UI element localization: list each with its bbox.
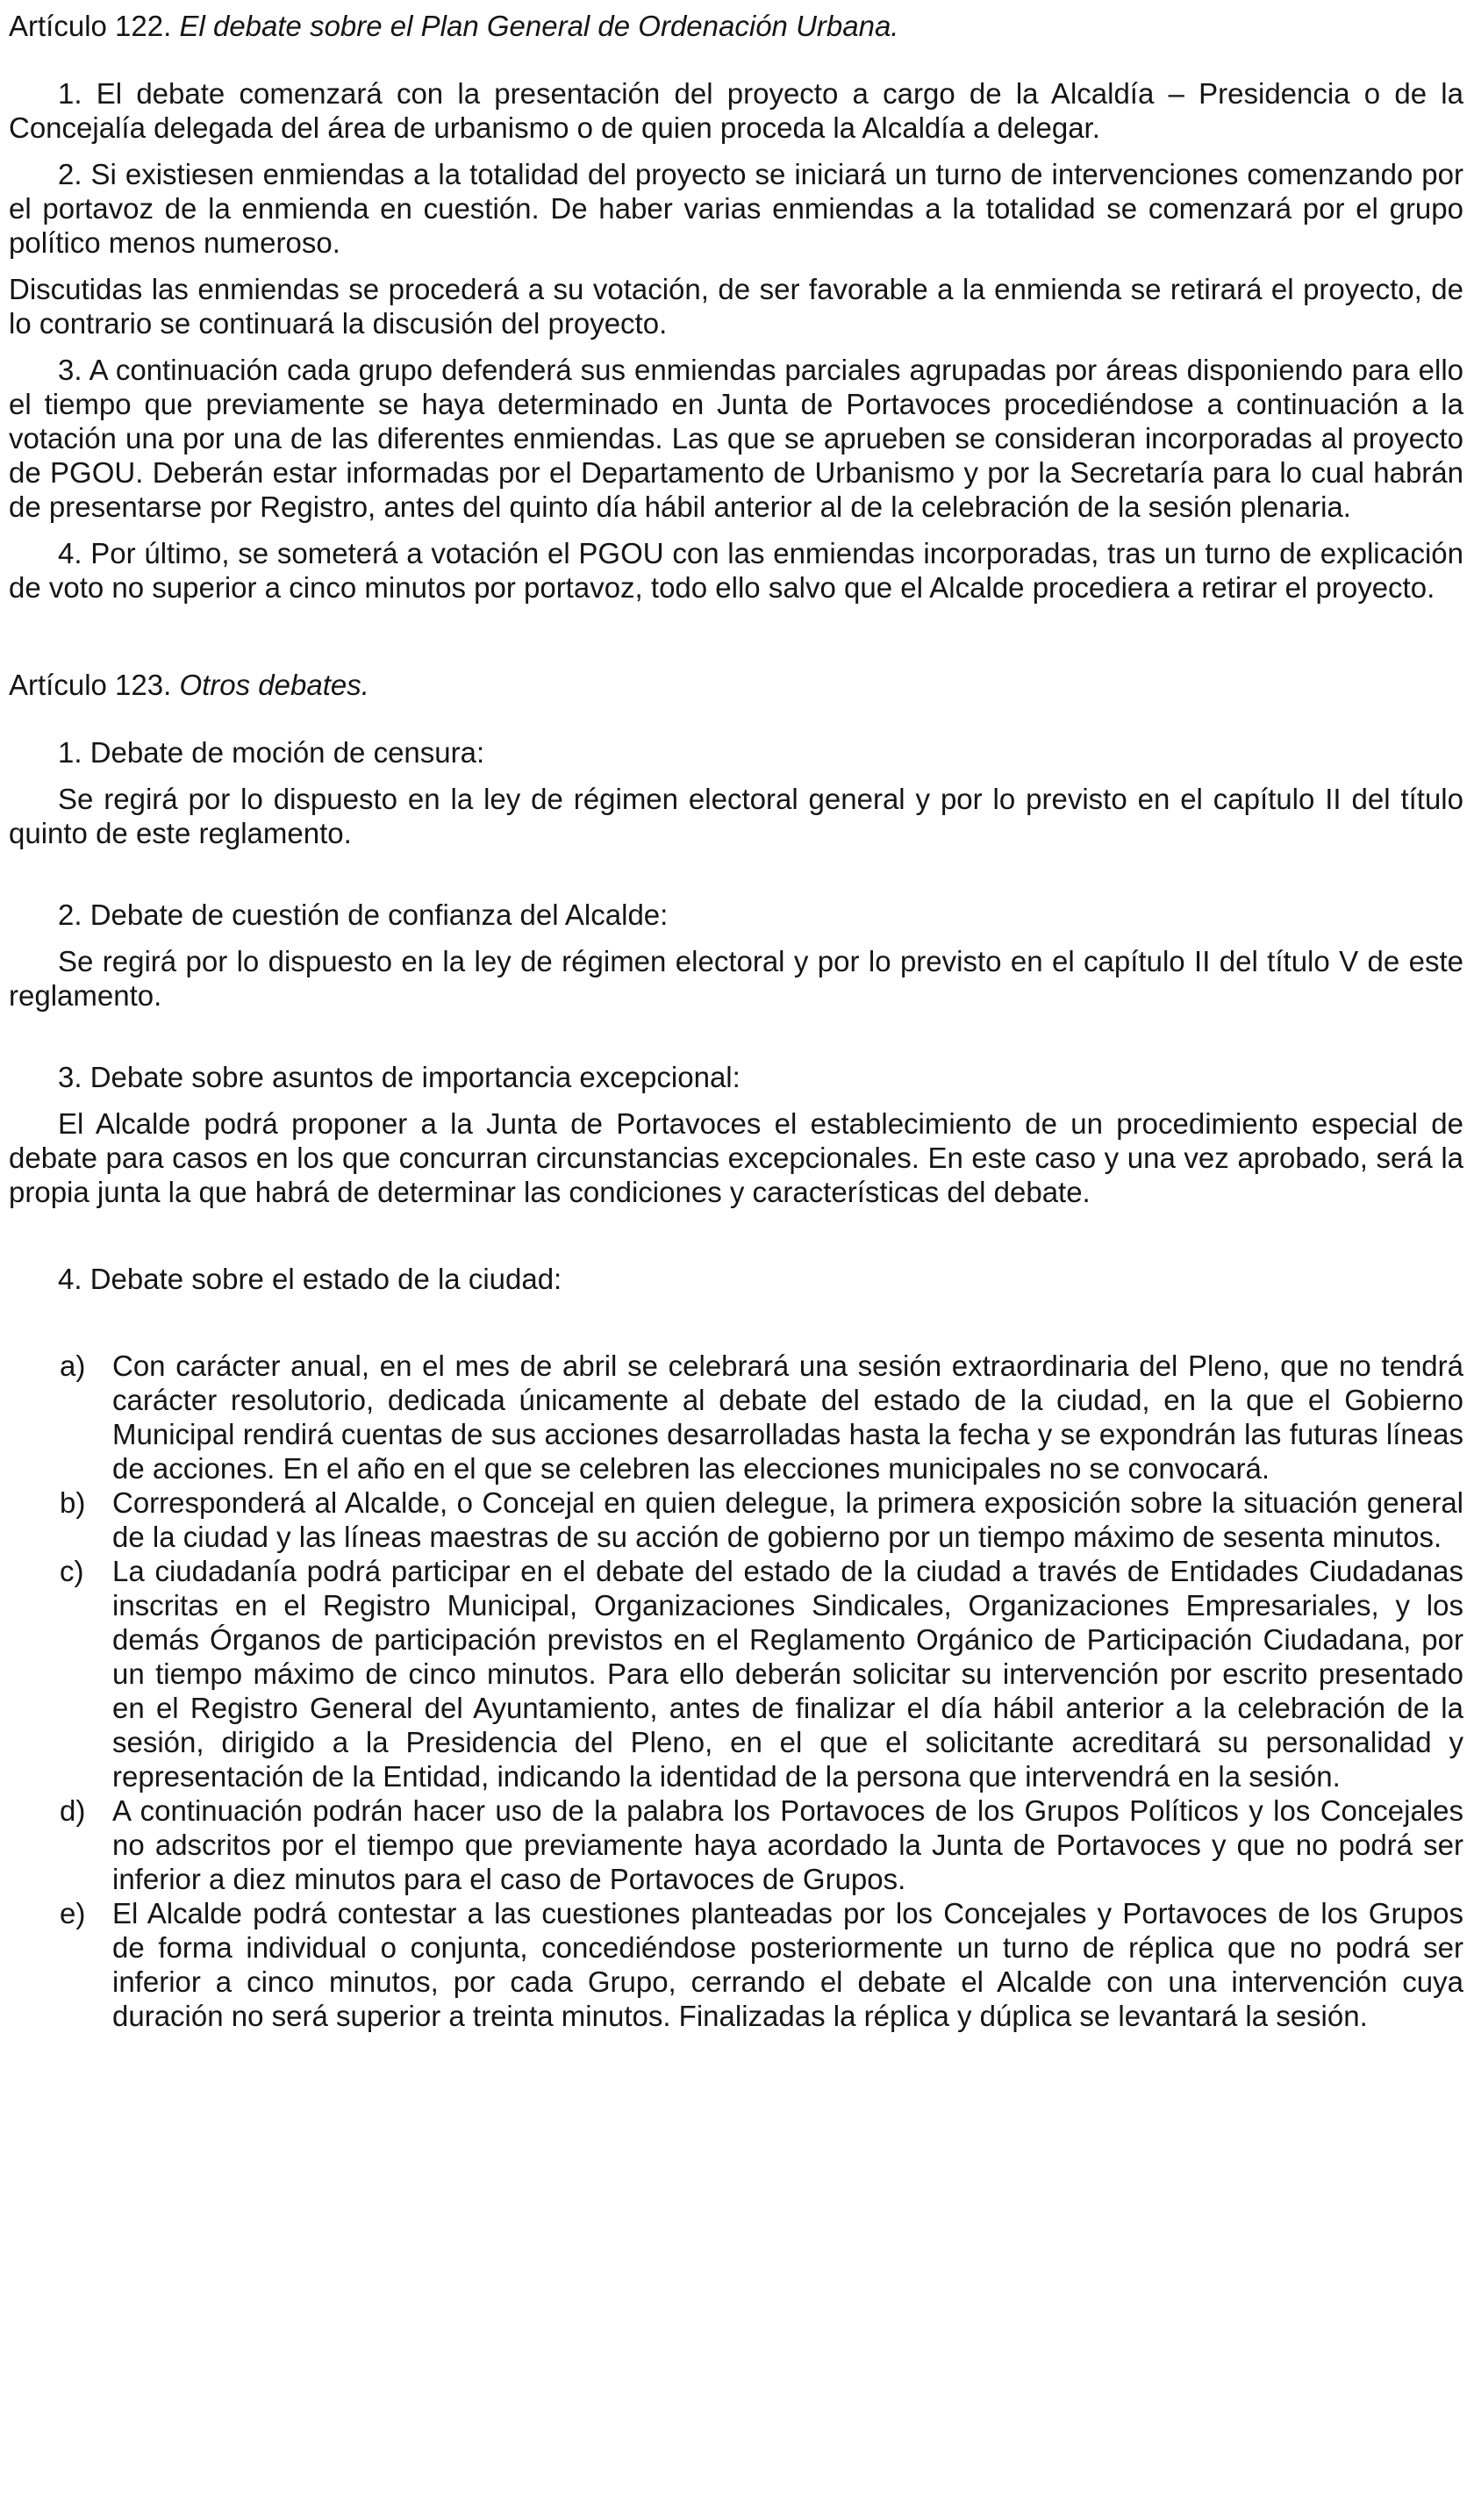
- list-item: [9, 1554, 1463, 1793]
- item-1-text: Se regirá por lo dispuesto en la ley de régimen electoral general y por lo previsto en el capítulo II del título quinto de este reglamento.: [9, 783, 1463, 849]
- list-item-text: Con carácter anual, en el mes de abril se celebrará una sesión extraordinaria del Pleno, que no tendrá carácter resolutorio, dedicada únicamente al debate del estado de la ciudad, en la que el Gobierno Municipal rendirá cuentas de sus acciones desarrolladas hasta la fecha y se expondrán las futuras líneas de acciones. En el año en el que se celebren las elecciones municipales no se convocará.: [112, 1349, 1463, 1485]
- article-123-heading: Otros debates.: [179, 669, 369, 701]
- item-2-text: Se regirá por lo dispuesto en la ley de régimen electoral y por lo previsto en el capítulo II del título V de este reglamento.: [9, 945, 1463, 1012]
- item-4-heading: 4. Debate sobre el estado de la ciudad:: [58, 1263, 562, 1295]
- list-item-letter: d): [60, 1794, 86, 1827]
- list-item-text: El Alcalde podrá contestar a las cuestiones planteadas por los Concejales y Portavoces de los Grupos de forma individual o conjunta, concediéndose posteriormente un turno de réplica que no podrá ser inferior a cinco minutos, por cada Grupo, cerrando el debate el Alcalde con una intervención cuya duración no será superior a treinta minutos. Finalizadas la réplica y dúplica se levantará la sesión.: [112, 1897, 1463, 2032]
- article-122-heading: El debate sobre el Plan General de Ordenación Urbana.: [179, 10, 899, 42]
- list-item-text: La ciudadanía podrá participar en el debate del estado de la ciudad a través de Entidades Ciudadanas inscritas en el Registro Municipal, Organizaciones Sindicales, Organizaciones Empresariales, y los demás Órganos de participación previstos en el Reglamento Orgánico de Participación Ciudadana, por un tiempo máximo de cinco minutos. Para ello deberán solicitar su intervención por escrito presentado en el Registro General del Ayuntamiento, antes de finalizar el día hábil anterior a la celebración de la sesión, dirigido a la Presidencia del Pleno, en el que el solicitante acreditará su personalidad y representación de la Entidad, indicando la identidad de la persona que intervendrá en la sesión.: [112, 1555, 1463, 1793]
- article-122-paragraph-4: 3. A continuación cada grupo defenderá sus enmiendas parciales agrupadas por áreas disponiendo para ello el tiempo que previamente se haya determinado en Junta de Portavoces procediéndose a continuación a la votación una por una de las diferentes enmiendas. Las que se aprueben se consideran incorporadas al proyecto de PGOU. Deberán estar informadas por el Departamento de Urbanismo y por la Secretaría para lo cual habrán de presentarse por Registro, antes del quinto día hábil anterior al de la celebración de la sesión plenaria.: [9, 354, 1463, 523]
- list-item-text: A continuación podrán hacer uso de la palabra los Portavoces de los Grupos Políticos y los Concejales no adscritos por el tiempo que previamente haya acordado la Junta de Portavoces y que no podrá ser inferior a diez minutos para el caso de Portavoces de Grupos.: [112, 1794, 1463, 1895]
- list-item-letter: e): [60, 1897, 86, 1929]
- item-3-text: El Alcalde podrá proponer a la Junta de Portavoces el establecimiento de un procedimiento especial de debate para casos en los que concurran circunstancias excepcionales. En este caso y una vez aprobado, será la propia junta la que habrá de determinar las condiciones y características del debate.: [9, 1107, 1463, 1208]
- list-item-letter: b): [60, 1486, 86, 1519]
- list-item-text: Corresponderá al Alcalde, o Concejal en quien delegue, la primera exposición sobre la situación general de la ciudad y las líneas maestras de su acción de gobierno por un tiempo máximo de sesenta minutos.: [112, 1486, 1463, 1553]
- article-123-label: Artículo 123.: [9, 669, 172, 701]
- list-item: [9, 1896, 1463, 2033]
- state-of-city-list: [9, 1349, 1463, 2033]
- item-1-heading: 1. Debate de moción de censura:: [58, 736, 485, 769]
- article-122-paragraph-3: Discutidas las enmiendas se procederá a su votación, de ser favorable a la enmienda se retirará el proyecto, de lo contrario se continuará la discusión del proyecto.: [9, 273, 1463, 340]
- list-item: [9, 1793, 1463, 1896]
- list-item: [9, 1486, 1463, 1554]
- list-item-letter: c): [60, 1555, 84, 1587]
- item-3-heading: 3. Debate sobre asuntos de importancia excepcional:: [58, 1061, 741, 1093]
- article-122-paragraph-5: 4. Por último, se someterá a votación el PGOU con las enmiendas incorporadas, tras un turno de explicación de voto no superior a cinco minutos por portavoz, todo ello salvo que el Alcalde procediera a retirar el proyecto.: [9, 537, 1463, 604]
- article-122-label: Artículo 122.: [9, 10, 172, 42]
- article-122-title: [9, 9, 1463, 43]
- article-123-title: [9, 668, 1463, 702]
- list-item: [9, 1349, 1463, 1486]
- article-122-paragraph-2: 2. Si existiesen enmiendas a la totalidad del proyecto se iniciará un turno de intervenciones comenzando por el portavoz de la enmienda en cuestión. De haber varias enmiendas a la totalidad se comenzará por el grupo político menos numeroso.: [9, 158, 1463, 259]
- article-122-paragraph-1: 1. El debate comenzará con la presentación del proyecto a cargo de la Alcaldía – Presidencia o de la Concejalía delegada del área de urbanismo o de quien proceda la Alcaldía a delegar.: [9, 77, 1463, 144]
- item-2-heading: 2. Debate de cuestión de confianza del Alcalde:: [58, 898, 669, 931]
- list-item-letter: a): [60, 1349, 86, 1382]
